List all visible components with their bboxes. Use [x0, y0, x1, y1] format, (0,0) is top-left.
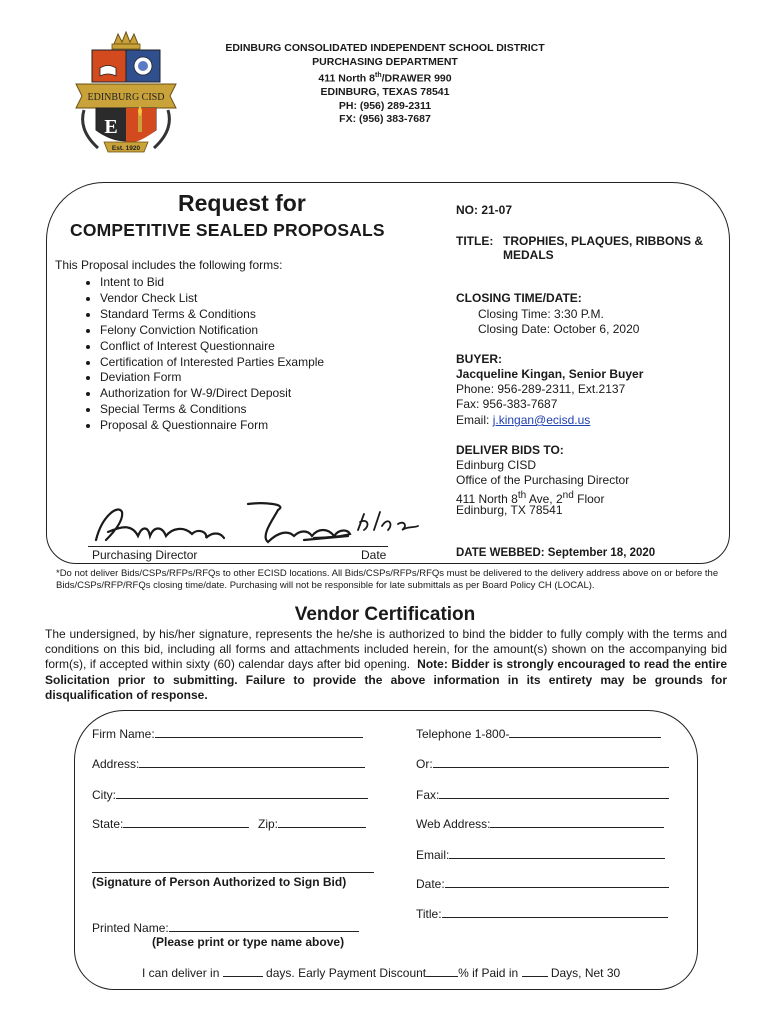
deliver-line-1: Edinburg CISD [456, 458, 537, 472]
date-field[interactable]: Date: [416, 876, 669, 891]
city-field[interactable]: City: [92, 787, 368, 802]
director-signature [88, 496, 428, 550]
deliver-line-2: Office of the Purchasing Director [456, 473, 630, 487]
proposal-title-value: TROPHIES, PLAQUES, RIBBONS & [503, 234, 704, 248]
forms-intro: This Proposal includes the following forms: [55, 258, 283, 272]
crest-letter: E [104, 116, 118, 138]
email-field[interactable]: Email: [416, 847, 665, 862]
date-webbed: DATE WEBBED: September 18, 2020 [456, 547, 656, 559]
zip-field[interactable]: Zip: [258, 816, 366, 831]
list-item: • Standard Terms & Conditions [100, 307, 420, 323]
vendor-certification-text: The undersigned, by his/her signature, represents the he/she is authorized to bind the bidder to fully comply with the terms and conditions on this bid, including all forms and attachments included herein, for the amount(s) shown on the accompanying bid form(s), if accepted within sixty (60) calendar days after bid opening. Note: Bidder is strongly encouraged to read the entire Solicitation prior to submitting. Failure to provide the above information in its entirety may be grounds for disqualification of response. [45, 627, 727, 702]
buyer-name: Jacqueline Kingan, Senior Buyer [456, 367, 644, 381]
district-address: 411 North 8th/DRAWER 990 [318, 72, 452, 85]
web-address-field[interactable]: Web Address: [416, 816, 664, 831]
closing-time: Closing Time: 3:30 P.M. [478, 307, 604, 321]
crest-est-text: Est. 1920 [111, 145, 141, 152]
delivery-terms: I can deliver in days. Early Payment Discount % if Paid in Days, Net 30 [142, 966, 621, 980]
list-item: • Proposal & Questionnaire Form [100, 418, 420, 434]
buyer-fax: Fax: 956-383-7687 [456, 397, 558, 411]
crest-banner-text: EDINBURG CISD [87, 92, 165, 103]
department-name: PURCHASING DEPARTMENT [312, 55, 458, 68]
list-item: • Deviation Form [100, 370, 420, 386]
list-item: • Certification of Interested Parties Example [100, 355, 420, 371]
district-name: EDINBURG CONSOLIDATED INDEPENDENT SCHOOL DISTRICT [225, 42, 545, 54]
printed-name-field[interactable]: Printed Name: [92, 920, 359, 935]
deliver-line-3: 411 North 8th Ave, 2nd Floor [456, 490, 605, 506]
title-field[interactable]: Title: [416, 906, 668, 921]
proposal-number: NO: 21-07 [456, 203, 513, 217]
deliver-label: DELIVER BIDS TO: [456, 443, 564, 457]
proposal-title-value-2: MEDALS [503, 248, 554, 262]
district-phone: PH: (956) 289-2311 [338, 99, 432, 112]
signature-caption: (Signature of Person Authorized to Sign Bid) [92, 875, 347, 889]
buyer-label: BUYER: [456, 352, 503, 366]
state-field[interactable]: State: [92, 816, 249, 831]
delivery-days-field[interactable] [223, 965, 263, 977]
date-label: Date [361, 548, 387, 562]
address-field[interactable]: Address: [92, 756, 365, 771]
list-item: • Authorization for W-9/Direct Deposit [100, 386, 420, 402]
district-crest-logo [70, 30, 182, 158]
list-item: • Intent to Bid [100, 275, 420, 291]
request-subtitle: COMPETITIVE SEALED PROPOSALS [70, 220, 385, 240]
buyer-email-row [456, 413, 590, 429]
list-item: • Felony Conviction Notification [100, 323, 420, 339]
buyer-email-link[interactable]: j.kingan@ecisd.us [492, 413, 591, 427]
fax-field[interactable]: Fax: [416, 787, 669, 802]
deliver-line-4: Edinburg, TX 78541 [456, 503, 563, 517]
forms-list [78, 275, 420, 434]
proposal-title-label: TITLE: [456, 234, 494, 248]
buyer-email-label: Email: [456, 413, 493, 427]
list-item: • Vendor Check List [100, 291, 420, 307]
district-header [170, 42, 600, 127]
vendor-certification-title: Vendor Certification [294, 604, 476, 625]
director-label: Purchasing Director [92, 548, 198, 562]
signature-field[interactable] [92, 872, 374, 873]
discount-days-field[interactable] [522, 965, 548, 977]
delivery-disclaimer: *Do not deliver Bids/CSPs/RFPs/RFQs to other ECISD locations. All Bids/CSPs/RFPs/RFQs must be delivered to the delivery address above on or before the Bids/CSPs/RFP/RFQs closing time/date. Purchasing will not be responsible for late submittals as per Board Policy CH (LOCAL). [56, 568, 719, 591]
firm-name-field[interactable]: Firm Name: [92, 726, 363, 741]
telephone-field[interactable]: Telephone 1-800- [416, 726, 661, 741]
district-fax: FX: (956) 383-7687 [339, 113, 431, 125]
alt-phone-field[interactable]: Or: [416, 756, 669, 771]
buyer-phone: Phone: 956-289-2311, Ext.2137 [456, 382, 626, 396]
list-item: • Special Terms & Conditions [100, 402, 420, 418]
district-city: EDINBURG, TEXAS 78541 [320, 86, 450, 98]
closing-date: Closing Date: October 6, 2020 [478, 322, 640, 336]
request-title: Request for [178, 190, 306, 216]
printed-name-caption: (Please print or type name above) [152, 935, 345, 949]
signature-line [88, 546, 388, 547]
list-item: • Conflict of Interest Questionnaire [100, 339, 420, 355]
vendor-certification-note: Note: Bidder is strongly encouraged to read the entire Solicitation prior to submitting. Failure to provide the above information in its entirety may be grounds for disqualification of response. [45, 657, 727, 702]
discount-percent-field[interactable] [426, 965, 458, 977]
closing-label: CLOSING TIME/DATE: [456, 291, 582, 305]
